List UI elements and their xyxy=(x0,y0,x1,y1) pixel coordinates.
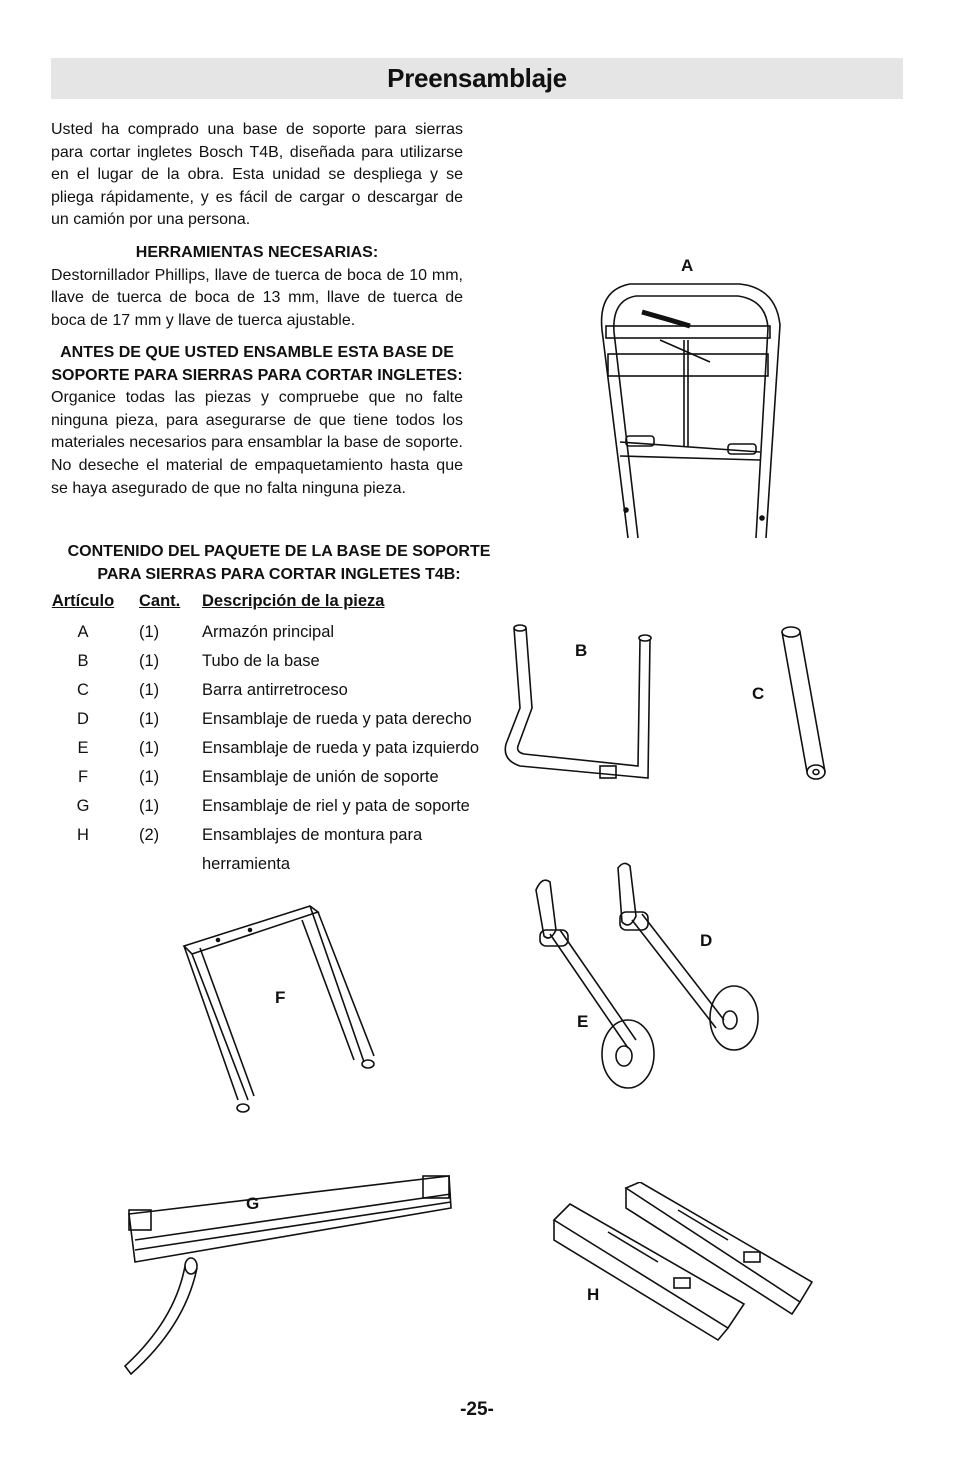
figure-b-label: B xyxy=(575,641,588,660)
figure-c-label: C xyxy=(752,684,765,703)
col-header-description: Descripción de la pieza xyxy=(202,592,385,610)
figure-g-label: G xyxy=(246,1194,260,1213)
row-item: C xyxy=(77,681,89,699)
row-description: Armazón principal xyxy=(202,623,335,641)
row-description: Ensamblaje de rueda y pata derecho xyxy=(202,710,472,728)
row-description: Ensamblaje de riel y pata de soporte xyxy=(202,797,470,815)
row-qty: (2) xyxy=(139,826,160,844)
row-qty: (1) xyxy=(139,797,160,815)
figure-f-label: F xyxy=(275,988,286,1007)
page-number: -25- xyxy=(460,1399,494,1420)
figure-h-tool-mounts xyxy=(548,1182,818,1347)
figure-c-anti-tip-bar xyxy=(775,622,835,787)
tools-heading: HERRAMIENTAS NECESARIAS: xyxy=(135,244,379,261)
intro-paragraph xyxy=(51,119,463,232)
row-description: Ensamblaje de rueda y pata izquierdo xyxy=(202,739,480,757)
figure-g-rail-and-leg xyxy=(115,1170,460,1380)
row-item: G xyxy=(76,797,90,815)
row-description: Ensamblajes de montura para xyxy=(202,826,423,844)
col-header-qty: Cant. xyxy=(139,592,181,610)
row-item: E xyxy=(77,739,89,757)
row-description: herramienta xyxy=(202,855,291,873)
row-description: Tubo de la base xyxy=(202,652,320,670)
figure-f-support-link xyxy=(178,900,388,1120)
row-qty: (1) xyxy=(139,768,160,786)
package-heading-line1: CONTENIDO DEL PAQUETE DE LA BASE DE SOPORTE xyxy=(67,543,491,560)
row-description: Ensamblaje de unión de soporte xyxy=(202,768,439,786)
row-item: H xyxy=(77,826,89,844)
row-description: Barra antirretroceso xyxy=(202,681,348,699)
col-header-item: Artículo xyxy=(51,592,115,610)
figure-d-label: D xyxy=(700,931,713,950)
before-section xyxy=(51,342,463,500)
row-item: B xyxy=(77,652,89,670)
tools-text: Destornillador Phillips, llave de tuerca de boca de 10 mm, llave de tuerca de boca de 13 mm, llave de tuerca de boca de 17 mm y llave de tuerca ajustable. xyxy=(51,266,463,329)
before-heading: ANTES DE QUE USTED ENSAMBLE ESTA BASE DE SOPORTE PARA SIERRAS PARA CORTAR INGLETES: xyxy=(51,344,463,384)
page-title: Preensamblaje xyxy=(387,63,567,93)
row-qty: (1) xyxy=(139,652,160,670)
row-qty: (1) xyxy=(139,681,160,699)
figure-h-label: H xyxy=(587,1285,600,1304)
before-text: Organice todas las piezas y compruebe que no falte ninguna pieza, para asegurarse de que tiene todos los materiales necesarios para ensamblar la base de soporte. No deseche el material de empaquetamiento hasta que se haya asegurado de que no falta ninguna pieza. xyxy=(51,389,463,497)
row-qty: (1) xyxy=(139,623,160,641)
row-qty: (1) xyxy=(139,710,160,728)
package-heading-line2: PARA SIERRAS PARA CORTAR INGLETES T4B: xyxy=(97,565,461,583)
figure-a-label: A xyxy=(681,256,694,275)
figure-a-main-frame xyxy=(580,270,790,545)
row-qty: (1) xyxy=(139,739,160,757)
intro-text: Usted ha comprado una base de soporte para sierras para cortar ingletes Bosch T4B, diseñada para utilizarse en el lugar de la obra. Esta unidad se despliega y se pliega rápidamente, y es fácil de cargar o descargar de un camión por una persona. xyxy=(51,121,463,229)
row-item: D xyxy=(77,710,89,728)
tools-section xyxy=(51,242,463,332)
figure-d-e-wheel-assemblies xyxy=(520,860,770,1090)
package-heading xyxy=(51,541,507,586)
figure-e-label: E xyxy=(577,1012,589,1031)
row-item: F xyxy=(77,768,89,786)
title-bar xyxy=(51,58,903,99)
row-item: A xyxy=(77,623,89,641)
